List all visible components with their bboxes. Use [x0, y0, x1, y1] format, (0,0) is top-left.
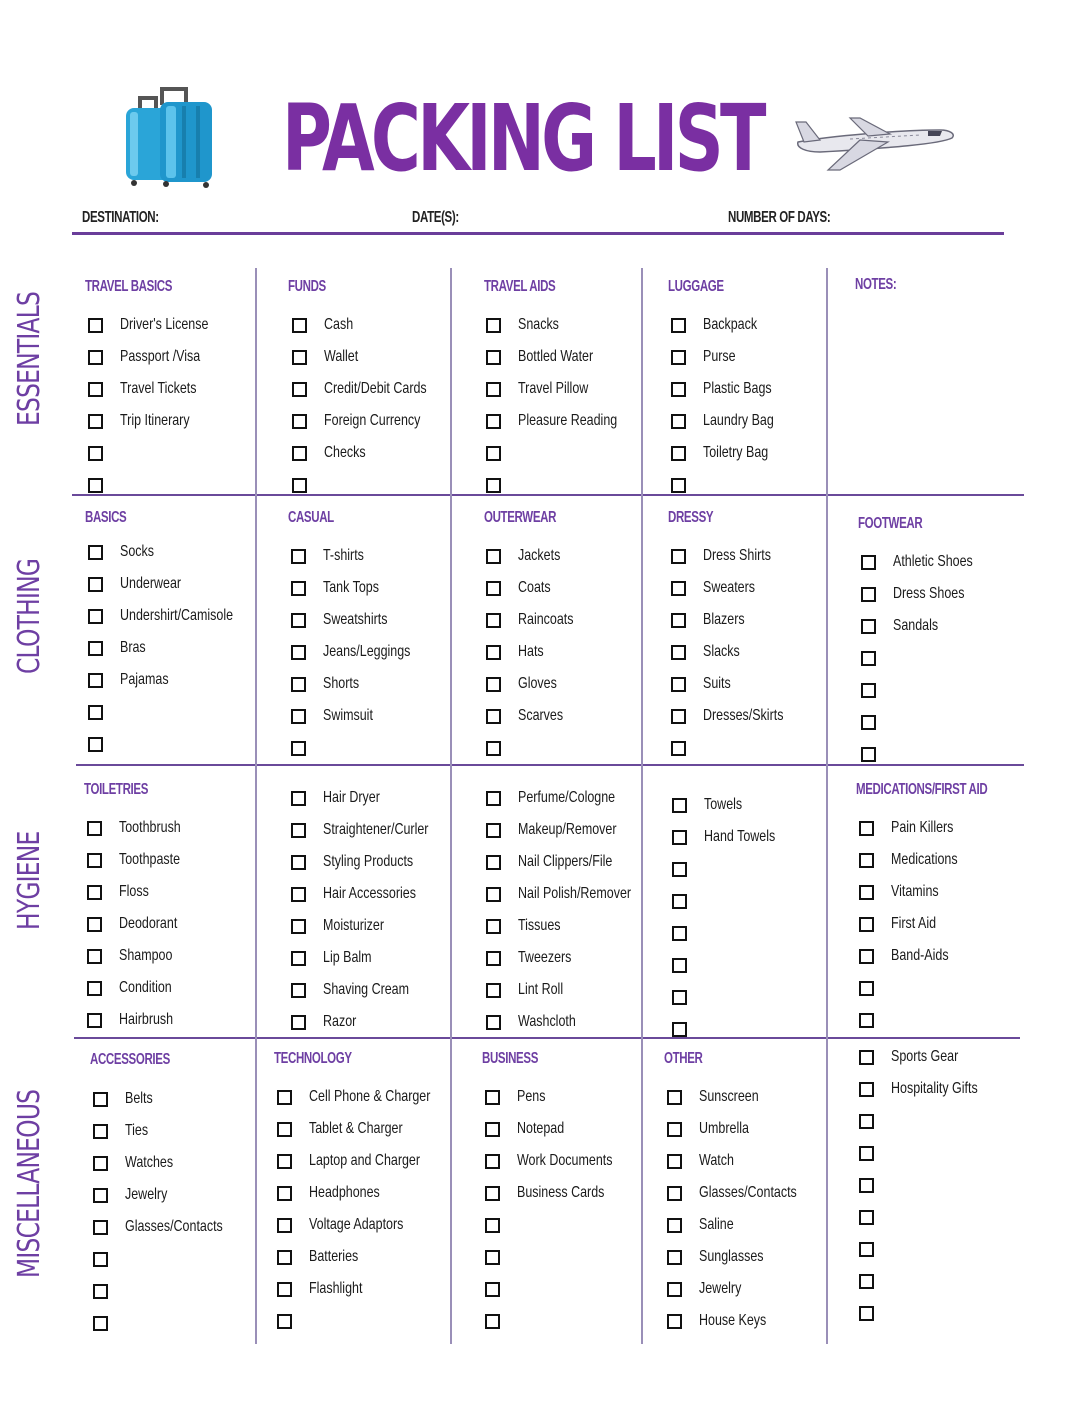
checkbox[interactable]: [671, 382, 686, 397]
checkbox[interactable]: [486, 919, 501, 934]
checkbox[interactable]: [671, 581, 686, 596]
checkbox[interactable]: [291, 549, 306, 564]
checkbox[interactable]: [859, 949, 874, 964]
category-heading: DRESSY: [668, 509, 714, 526]
checklist-item-label: Shampoo: [119, 947, 173, 964]
checkbox[interactable]: [859, 1178, 874, 1193]
checkbox[interactable]: [88, 673, 103, 688]
checklist-item-label: Hair Accessories: [323, 885, 416, 902]
checklist-item-label: Raincoats: [518, 611, 574, 628]
checklist-item-label: Tank Tops: [323, 579, 379, 596]
checkbox[interactable]: [485, 1090, 500, 1105]
checklist-item-label: Glasses/Contacts: [699, 1184, 797, 1201]
checklist-item-label: Checks: [324, 444, 366, 461]
checklist-item-label: Tissues: [518, 917, 561, 934]
section-label-miscellaneous: MISCELLANEOUS: [12, 1089, 47, 1278]
checkbox[interactable]: [671, 645, 686, 660]
checkbox[interactable]: [667, 1122, 682, 1137]
checklist-item-label: Toothbrush: [119, 819, 181, 836]
category-heading: TRAVEL BASICS: [85, 278, 173, 295]
checkbox[interactable]: [671, 549, 686, 564]
checklist-item-label: Suits: [703, 675, 731, 692]
checkbox[interactable]: [671, 350, 686, 365]
checklist-item-label: Makeup/Remover: [518, 821, 617, 838]
checkbox[interactable]: [859, 1082, 874, 1097]
checkbox[interactable]: [672, 926, 687, 941]
checkbox[interactable]: [486, 581, 501, 596]
checkbox[interactable]: [859, 1274, 874, 1289]
checkbox[interactable]: [671, 613, 686, 628]
checkbox[interactable]: [87, 821, 102, 836]
checklist-item-label: Tweezers: [518, 949, 572, 966]
checklist-item-label: Batteries: [309, 1248, 359, 1265]
section-label-essentials: ESSENTIALS: [12, 291, 47, 426]
checklist-item-label: Sandals: [893, 617, 939, 634]
checkbox[interactable]: [291, 823, 306, 838]
checklist-item-label: Toiletry Bag: [703, 444, 769, 461]
checklist-item-label: Shorts: [323, 675, 360, 692]
checkbox[interactable]: [88, 414, 103, 429]
checkbox[interactable]: [291, 709, 306, 724]
checkbox[interactable]: [859, 853, 874, 868]
checkbox[interactable]: [672, 830, 687, 845]
checkbox[interactable]: [672, 1022, 687, 1037]
checkbox[interactable]: [859, 1114, 874, 1129]
checklist-item-label: Hats: [518, 643, 544, 660]
checkbox[interactable]: [277, 1154, 292, 1169]
checklist-item-label: Cell Phone & Charger: [309, 1088, 431, 1105]
checklist-item-label: Pleasure Reading: [518, 412, 618, 429]
checkbox[interactable]: [485, 1314, 500, 1329]
category-heading: OUTERWEAR: [484, 509, 557, 526]
checkbox[interactable]: [486, 677, 501, 692]
checklist-item-label: Foreign Currency: [324, 412, 421, 429]
checklist-item-label: Razor: [323, 1013, 357, 1030]
checkbox[interactable]: [93, 1124, 108, 1139]
checklist-item-label: Travel Tickets: [120, 380, 197, 397]
category-heading: OTHER: [664, 1050, 703, 1067]
category-heading: FOOTWEAR: [858, 515, 923, 532]
checkbox[interactable]: [667, 1314, 682, 1329]
checklist-item-label: First Aid: [891, 915, 937, 932]
checklist-item-label: Band-Aids: [891, 947, 949, 964]
checklist-item-label: Toothpaste: [119, 851, 181, 868]
checklist-item-label: Nail Polish/Remover: [518, 885, 632, 902]
checklist-item-label: Washcloth: [518, 1013, 576, 1030]
checkbox[interactable]: [667, 1218, 682, 1233]
checklist-item-label: Moisturizer: [323, 917, 385, 934]
destination-label: DESTINATION:: [82, 209, 159, 226]
checklist-item-label: Work Documents: [517, 1152, 613, 1169]
checkbox[interactable]: [277, 1090, 292, 1105]
checkbox[interactable]: [277, 1314, 292, 1329]
category-heading: TECHNOLOGY: [274, 1050, 352, 1067]
checkbox[interactable]: [87, 853, 102, 868]
checkbox[interactable]: [861, 747, 876, 762]
checkbox[interactable]: [485, 1282, 500, 1297]
checklist-item-label: Ties: [125, 1122, 149, 1139]
checklist-item-label: Medications: [891, 851, 958, 868]
checkbox[interactable]: [485, 1122, 500, 1137]
checkbox[interactable]: [486, 350, 501, 365]
checkbox[interactable]: [859, 917, 874, 932]
checkbox[interactable]: [88, 609, 103, 624]
checklist-item-label: Business Cards: [517, 1184, 605, 1201]
checklist-item-label: Athletic Shoes: [893, 553, 973, 570]
checkbox[interactable]: [486, 823, 501, 838]
checklist-item-label: Notepad: [517, 1120, 565, 1137]
column-divider: [641, 268, 643, 1344]
checklist-item-label: Jewelry: [125, 1186, 168, 1203]
checkbox[interactable]: [672, 958, 687, 973]
checklist-item-label: Sunglasses: [699, 1248, 764, 1265]
checkbox[interactable]: [486, 382, 501, 397]
checkbox[interactable]: [291, 855, 306, 870]
airplane-icon: [790, 100, 958, 180]
checkbox[interactable]: [291, 919, 306, 934]
dates-label: DATE(S):: [412, 209, 459, 226]
number-of-days-label: NUMBER OF DAYS:: [728, 209, 831, 226]
checklist-item-label: Wallet: [324, 348, 359, 365]
checklist-item-label: Saline: [699, 1216, 734, 1233]
checkbox[interactable]: [87, 917, 102, 932]
checklist-item-label: Laptop and Charger: [309, 1152, 421, 1169]
section-label-clothing: CLOTHING: [12, 558, 47, 674]
checkbox[interactable]: [486, 709, 501, 724]
checkbox[interactable]: [861, 587, 876, 602]
checklist-item-label: Floss: [119, 883, 149, 900]
checkbox[interactable]: [671, 446, 686, 461]
checklist-item-label: Passport /Visa: [120, 348, 201, 365]
checkbox[interactable]: [291, 887, 306, 902]
checkbox[interactable]: [87, 1013, 102, 1028]
checklist-item-label: Laundry Bag: [703, 412, 774, 429]
checkbox[interactable]: [88, 577, 103, 592]
column-divider: [255, 268, 257, 1344]
checkbox[interactable]: [486, 549, 501, 564]
checkbox[interactable]: [859, 1050, 874, 1065]
checklist-item-label: Tablet & Charger: [309, 1120, 403, 1137]
checklist-item-label: Hospitality Gifts: [891, 1080, 978, 1097]
checkbox[interactable]: [667, 1282, 682, 1297]
divider-essentials-clothing: [72, 494, 1024, 496]
checkbox[interactable]: [277, 1250, 292, 1265]
checkbox[interactable]: [859, 1013, 874, 1028]
checkbox[interactable]: [671, 709, 686, 724]
checkbox[interactable]: [88, 446, 103, 461]
checkbox[interactable]: [277, 1186, 292, 1201]
checkbox[interactable]: [672, 798, 687, 813]
divider-clothing-hygiene: [76, 764, 1024, 766]
checkbox[interactable]: [292, 350, 307, 365]
checkbox[interactable]: [671, 478, 686, 493]
checklist-item-label: Sunscreen: [699, 1088, 759, 1105]
category-heading: MEDICATIONS/FIRST AID: [856, 781, 988, 798]
checkbox[interactable]: [861, 715, 876, 730]
checkbox[interactable]: [486, 414, 501, 429]
column-divider: [450, 268, 452, 1344]
category-heading: LUGGAGE: [668, 278, 724, 295]
checklist-item-label: Lip Balm: [323, 949, 372, 966]
checkbox[interactable]: [291, 741, 306, 756]
checkbox[interactable]: [291, 791, 306, 806]
checklist-item-label: Deodorant: [119, 915, 178, 932]
checkbox[interactable]: [486, 613, 501, 628]
checkbox[interactable]: [672, 894, 687, 909]
checklist-item-label: Pens: [517, 1088, 546, 1105]
checklist-item-label: Shaving Cream: [323, 981, 410, 998]
checkbox[interactable]: [93, 1252, 108, 1267]
checkbox[interactable]: [88, 545, 103, 560]
checkbox[interactable]: [88, 382, 103, 397]
checklist-item-label: Voltage Adaptors: [309, 1216, 404, 1233]
checkbox[interactable]: [277, 1122, 292, 1137]
checklist-item-label: Dress Shirts: [703, 547, 771, 564]
checklist-item-label: Snacks: [518, 316, 559, 333]
checkbox[interactable]: [292, 478, 307, 493]
checklist-item-label: Lint Roll: [518, 981, 564, 998]
checkbox[interactable]: [486, 478, 501, 493]
category-heading: FUNDS: [288, 278, 326, 295]
category-heading: TRAVEL AIDS: [484, 278, 556, 295]
column-divider: [826, 268, 828, 1344]
checklist-item-label: Hand Towels: [704, 828, 776, 845]
checkbox[interactable]: [291, 645, 306, 660]
checkbox[interactable]: [485, 1154, 500, 1169]
checklist-item-label: Undershirt/Camisole: [120, 607, 234, 624]
checklist-item-label: Styling Products: [323, 853, 414, 870]
checklist-item-label: Nail Clippers/File: [518, 853, 613, 870]
checkbox[interactable]: [667, 1090, 682, 1105]
checkbox[interactable]: [88, 641, 103, 656]
checkbox[interactable]: [486, 1015, 501, 1030]
checklist-item-label: Towels: [704, 796, 743, 813]
checkbox[interactable]: [87, 949, 102, 964]
checklist-item-label: Backpack: [703, 316, 758, 333]
checklist-item-label: Belts: [125, 1090, 153, 1107]
checkbox[interactable]: [859, 981, 874, 996]
checkbox[interactable]: [291, 983, 306, 998]
checkbox[interactable]: [291, 613, 306, 628]
checklist-item-label: Underwear: [120, 575, 182, 592]
checklist-item-label: Watch: [699, 1152, 734, 1169]
checkbox[interactable]: [277, 1282, 292, 1297]
checkbox[interactable]: [93, 1156, 108, 1171]
checklist-item-label: Coats: [518, 579, 551, 596]
checkbox[interactable]: [485, 1186, 500, 1201]
checklist-item-label: Glasses/Contacts: [125, 1218, 223, 1235]
luggage-icon: [120, 84, 220, 188]
checkbox[interactable]: [861, 555, 876, 570]
checkbox[interactable]: [93, 1188, 108, 1203]
checkbox[interactable]: [859, 821, 874, 836]
checklist-item-label: Headphones: [309, 1184, 380, 1201]
category-heading: ACCESSORIES: [90, 1051, 170, 1068]
checklist-item-label: Credit/Debit Cards: [324, 380, 427, 397]
checklist-item-label: Hair Dryer: [323, 789, 380, 806]
checkbox[interactable]: [485, 1250, 500, 1265]
checklist-item-label: Jackets: [518, 547, 561, 564]
checklist-item-label: Cash: [324, 316, 354, 333]
checkbox[interactable]: [667, 1154, 682, 1169]
checklist-item-label: Bras: [120, 639, 146, 656]
checkbox[interactable]: [486, 318, 501, 333]
checkbox[interactable]: [291, 677, 306, 692]
checkbox[interactable]: [667, 1186, 682, 1201]
checkbox[interactable]: [277, 1218, 292, 1233]
checkbox[interactable]: [861, 683, 876, 698]
category-heading: CASUAL: [288, 509, 334, 526]
checklist-item-label: Swimsuit: [323, 707, 373, 724]
checkbox[interactable]: [861, 619, 876, 634]
checkbox[interactable]: [87, 885, 102, 900]
checkbox[interactable]: [88, 478, 103, 493]
checkbox[interactable]: [486, 741, 501, 756]
checklist-item-label: Sports Gear: [891, 1048, 959, 1065]
category-heading: BUSINESS: [482, 1050, 539, 1067]
checkbox[interactable]: [672, 862, 687, 877]
checkbox[interactable]: [486, 855, 501, 870]
checklist-item-label: Sweatshirts: [323, 611, 388, 628]
checkbox[interactable]: [486, 983, 501, 998]
checklist-item-label: Driver's License: [120, 316, 209, 333]
category-heading: BASICS: [85, 509, 127, 526]
checklist-item-label: Blazers: [703, 611, 745, 628]
checklist-item-label: Sweaters: [703, 579, 756, 596]
page-title: PACKING LIST: [282, 85, 763, 192]
checklist-item-label: T-shirts: [323, 547, 364, 564]
checkbox[interactable]: [88, 705, 103, 720]
checkbox[interactable]: [672, 990, 687, 1005]
checkbox[interactable]: [291, 581, 306, 596]
checklist-item-label: Gloves: [518, 675, 557, 692]
checkbox[interactable]: [88, 737, 103, 752]
checkbox[interactable]: [93, 1092, 108, 1107]
checklist-item-label: Trip Itinerary: [120, 412, 190, 429]
checkbox[interactable]: [667, 1250, 682, 1265]
checklist-item-label: House Keys: [699, 1312, 767, 1329]
checkbox[interactable]: [88, 350, 103, 365]
checklist-item-label: Pain Killers: [891, 819, 954, 836]
checkbox[interactable]: [859, 1210, 874, 1225]
checklist-item-label: Scarves: [518, 707, 564, 724]
checkbox[interactable]: [93, 1284, 108, 1299]
checkbox[interactable]: [292, 382, 307, 397]
checkbox[interactable]: [859, 1146, 874, 1161]
checklist-item-label: Jewelry: [699, 1280, 742, 1297]
checklist-item-label: Jeans/Leggings: [323, 643, 411, 660]
checkbox[interactable]: [486, 791, 501, 806]
checkbox[interactable]: [486, 887, 501, 902]
checkbox[interactable]: [93, 1220, 108, 1235]
checklist-item-label: Pajamas: [120, 671, 169, 688]
checkbox[interactable]: [291, 1015, 306, 1030]
checkbox[interactable]: [292, 318, 307, 333]
checklist-item-label: Travel Pillow: [518, 380, 589, 397]
checklist-item-label: Purse: [703, 348, 736, 365]
checkbox[interactable]: [671, 414, 686, 429]
section-label-hygiene: HYGIENE: [12, 831, 47, 930]
checkbox[interactable]: [485, 1218, 500, 1233]
checklist-item-label: Watches: [125, 1154, 174, 1171]
category-heading: NOTES:: [855, 276, 897, 293]
checklist-item-label: Vitamins: [891, 883, 939, 900]
checklist-item-label: Bottled Water: [518, 348, 594, 365]
checkbox[interactable]: [88, 318, 103, 333]
checkbox[interactable]: [292, 446, 307, 461]
checklist-item-label: Hairbrush: [119, 1011, 174, 1028]
checkbox[interactable]: [486, 951, 501, 966]
checkbox[interactable]: [87, 981, 102, 996]
checkbox[interactable]: [486, 645, 501, 660]
checklist-item-label: Socks: [120, 543, 154, 560]
divider-hygiene-misc: [74, 1037, 1020, 1039]
checkbox[interactable]: [861, 651, 876, 666]
checklist-item-label: Flashlight: [309, 1280, 363, 1297]
checkbox[interactable]: [671, 318, 686, 333]
checkbox[interactable]: [291, 951, 306, 966]
checklist-item-label: Umbrella: [699, 1120, 749, 1137]
checklist-item-label: Plastic Bags: [703, 380, 772, 397]
checkbox[interactable]: [486, 446, 501, 461]
checkbox[interactable]: [859, 885, 874, 900]
checkbox[interactable]: [859, 1242, 874, 1257]
category-heading: TOILETRIES: [84, 781, 149, 798]
checklist-item-label: Dresses/Skirts: [703, 707, 784, 724]
checkbox[interactable]: [292, 414, 307, 429]
checkbox[interactable]: [671, 677, 686, 692]
header-divider: [72, 232, 1004, 235]
checkbox[interactable]: [671, 741, 686, 756]
checklist-item-label: Straightener/Curler: [323, 821, 429, 838]
checkbox[interactable]: [859, 1306, 874, 1321]
checklist-item-label: Condition: [119, 979, 172, 996]
checklist-item-label: Dress Shoes: [893, 585, 965, 602]
checklist-item-label: Perfume/Cologne: [518, 789, 616, 806]
checklist-item-label: Slacks: [703, 643, 740, 660]
checkbox[interactable]: [93, 1316, 108, 1331]
